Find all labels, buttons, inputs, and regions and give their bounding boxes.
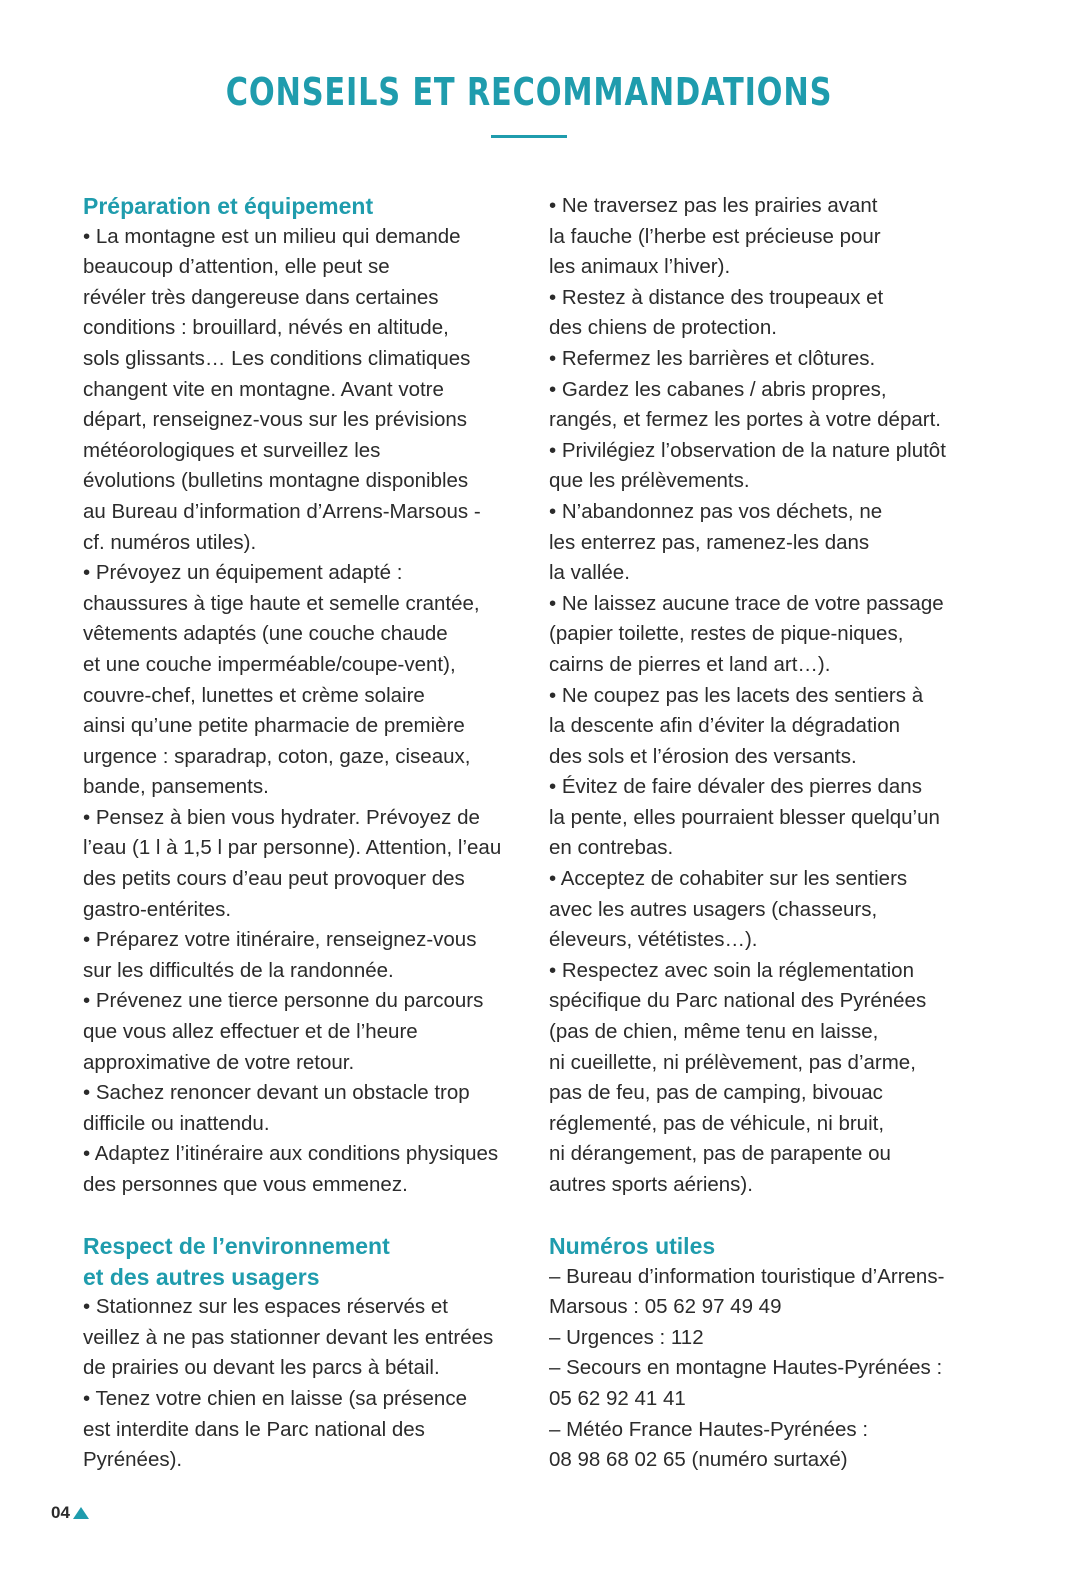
text-line: ni dérangement, pas de parapente ou bbox=[549, 1142, 891, 1166]
text-line: évolutions (bulletins montagne disponibles bbox=[83, 469, 469, 493]
preparation-section bbox=[83, 191, 523, 1201]
text-line: au Bureau d’information d’Arrens-Marsous - bbox=[83, 499, 481, 523]
text-line: • Prévenez une tierce personne du parcours bbox=[83, 989, 484, 1013]
text-line: • Stationnez sur les espaces réservés et bbox=[83, 1295, 448, 1319]
environment-rules-continued bbox=[549, 191, 989, 1201]
title-divider bbox=[491, 135, 567, 138]
text-line: en contrebas. bbox=[549, 836, 674, 860]
text-line: sols glissants… Les conditions climatiques bbox=[83, 346, 471, 370]
text-line: les animaux l’hiver). bbox=[549, 255, 731, 279]
text-line: • Adaptez l’itinéraire aux conditions physiques bbox=[83, 1142, 499, 1166]
text-line: cf. numéros utiles). bbox=[83, 530, 257, 554]
text-line: • Prévoyez un équipement adapté : bbox=[83, 561, 403, 585]
text-line: – Urgences : 112 bbox=[549, 1325, 704, 1349]
text-line: météorologiques et surveillez les bbox=[83, 438, 381, 462]
text-line: • La montagne est un milieu qui demande bbox=[83, 224, 461, 248]
text-line: gastro-entérites. bbox=[83, 897, 232, 921]
text-line: les enterrez pas, ramenez-les dans bbox=[549, 530, 870, 554]
text-line: • Préparez votre itinéraire, renseignez-vous bbox=[83, 928, 477, 952]
text-line: 08 98 68 02 65 (numéro surtaxé) bbox=[549, 1448, 848, 1472]
useful-numbers-heading: Numéros utiles bbox=[549, 1233, 716, 1259]
environment-heading bbox=[83, 1231, 523, 1292]
text-line: • Privilégiez l’observation de la nature plutôt bbox=[549, 438, 946, 462]
text-line: – Bureau d’information touristique d’Arrens- bbox=[549, 1264, 945, 1288]
text-line: la fauche (l’herbe est précieuse pour bbox=[549, 224, 881, 248]
text-line: que vous allez effectuer et de l’heure bbox=[83, 1020, 418, 1044]
text-line: avec les autres usagers (chasseurs, bbox=[549, 897, 878, 921]
text-line: des chiens de protection. bbox=[549, 316, 777, 340]
text-line: • Évitez de faire dévaler des pierres dans bbox=[549, 775, 922, 799]
text-line: beaucoup d’attention, elle peut se bbox=[83, 255, 390, 279]
text-line: autres sports aériens). bbox=[549, 1173, 753, 1196]
text-line: l’eau (1 l à 1,5 l par personne). Attention, l’eau bbox=[83, 836, 502, 860]
text-line: sur les difficultés de la randonnée. bbox=[83, 958, 394, 982]
text-line: Marsous : 05 62 97 49 49 bbox=[549, 1295, 782, 1319]
text-line: (papier toilette, restes de pique-niques, bbox=[549, 622, 904, 646]
text-line: Pyrénées). bbox=[83, 1448, 183, 1472]
text-line: • Refermez les barrières et clôtures. bbox=[549, 346, 876, 370]
text-line: • Acceptez de cohabiter sur les sentiers bbox=[549, 867, 908, 891]
text-line: est interdite dans le Parc national des bbox=[83, 1417, 425, 1441]
text-line: et une couche imperméable/coupe-vent), bbox=[83, 652, 456, 676]
text-line: ni cueillette, ni prélèvement, pas d’arme, bbox=[549, 1050, 916, 1074]
text-line: que les prélèvements. bbox=[549, 469, 750, 493]
text-line: des sols et l’érosion des versants. bbox=[549, 744, 857, 768]
text-line: éleveurs, vététistes…). bbox=[549, 928, 758, 952]
text-line: • N’abandonnez pas vos déchets, ne bbox=[549, 499, 883, 523]
text-line: difficile ou inattendu. bbox=[83, 1111, 270, 1135]
text-line: spécifique du Parc national des Pyrénées bbox=[549, 989, 927, 1013]
text-line: des petits cours d’eau peut provoquer des bbox=[83, 867, 465, 891]
text-line: vêtements adaptés (une couche chaude bbox=[83, 622, 448, 646]
text-line: cairns de pierres et land art…). bbox=[549, 652, 831, 676]
text-line: veillez à ne pas stationner devant les entrées bbox=[83, 1325, 494, 1349]
environment-heading-line: Respect de l’environnement bbox=[83, 1233, 390, 1259]
text-line: bande, pansements. bbox=[83, 775, 269, 799]
text-line: • Sachez renoncer devant un obstacle trop bbox=[83, 1081, 470, 1105]
text-line: des personnes que vous emmenez. bbox=[83, 1173, 408, 1196]
triangle-icon bbox=[73, 1507, 89, 1519]
text-line: approximative de votre retour. bbox=[83, 1050, 355, 1074]
text-line: de prairies ou devant les parcs à bétail. bbox=[83, 1356, 440, 1380]
text-line: – Secours en montagne Hautes-Pyrénées : bbox=[549, 1356, 943, 1380]
text-line: • Tenez votre chien en laisse (sa présence bbox=[83, 1386, 467, 1410]
page-number: 04 bbox=[51, 1503, 70, 1522]
page-footer bbox=[51, 1503, 89, 1523]
useful-numbers-section bbox=[549, 1231, 989, 1476]
text-line: couvre-chef, lunettes et crème solaire bbox=[83, 683, 425, 707]
text-line: changent vite en montagne. Avant votre bbox=[83, 377, 444, 401]
preparation-heading: Préparation et équipement bbox=[83, 193, 374, 219]
text-line: ainsi qu’une petite pharmacie de première bbox=[83, 714, 465, 738]
text-line: • Gardez les cabanes / abris propres, bbox=[549, 377, 887, 401]
text-line: la vallée. bbox=[549, 561, 630, 585]
text-line: rangés, et fermez les portes à votre départ. bbox=[549, 408, 941, 432]
page-title: CONSEILS ET RECOMMANDATIONS bbox=[225, 70, 833, 114]
text-line: la descente afin d’éviter la dégradation bbox=[549, 714, 901, 738]
preparation-text bbox=[83, 222, 523, 1201]
text-line: urgence : sparadrap, coton, gaze, ciseaux, bbox=[83, 744, 471, 768]
text-line: la pente, elles pourraient blesser quelqu’un bbox=[549, 805, 940, 829]
text-line: • Pensez à bien vous hydrater. Prévoyez de bbox=[83, 805, 480, 829]
text-line: chaussures à tige haute et semelle crantée, bbox=[83, 591, 480, 615]
text-line: • Ne coupez pas les lacets des sentiers à bbox=[549, 683, 924, 707]
environment-section bbox=[83, 1231, 523, 1476]
text-line: réglementé, pas de véhicule, ni bruit, bbox=[549, 1111, 885, 1135]
environment-heading-line: et des autres usagers bbox=[83, 1263, 320, 1290]
text-line: conditions : brouillard, névés en altitude, bbox=[83, 316, 449, 340]
text-line: (pas de chien, même tenu en laisse, bbox=[549, 1020, 879, 1044]
text-line: • Ne laissez aucune trace de votre passage bbox=[549, 591, 944, 615]
text-line: • Ne traversez pas les prairies avant bbox=[549, 194, 878, 217]
text-line: – Météo France Hautes-Pyrénées : bbox=[549, 1417, 869, 1441]
text-line: • Restez à distance des troupeaux et bbox=[549, 285, 884, 309]
text-line: • Respectez avec soin la réglementation bbox=[549, 958, 914, 982]
text-line: 05 62 92 41 41 bbox=[549, 1386, 686, 1410]
text-line: pas de feu, pas de camping, bivouac bbox=[549, 1081, 883, 1105]
text-line: révéler très dangereuse dans certaines bbox=[83, 285, 439, 309]
text-line: départ, renseignez-vous sur les prévisions bbox=[83, 408, 467, 432]
